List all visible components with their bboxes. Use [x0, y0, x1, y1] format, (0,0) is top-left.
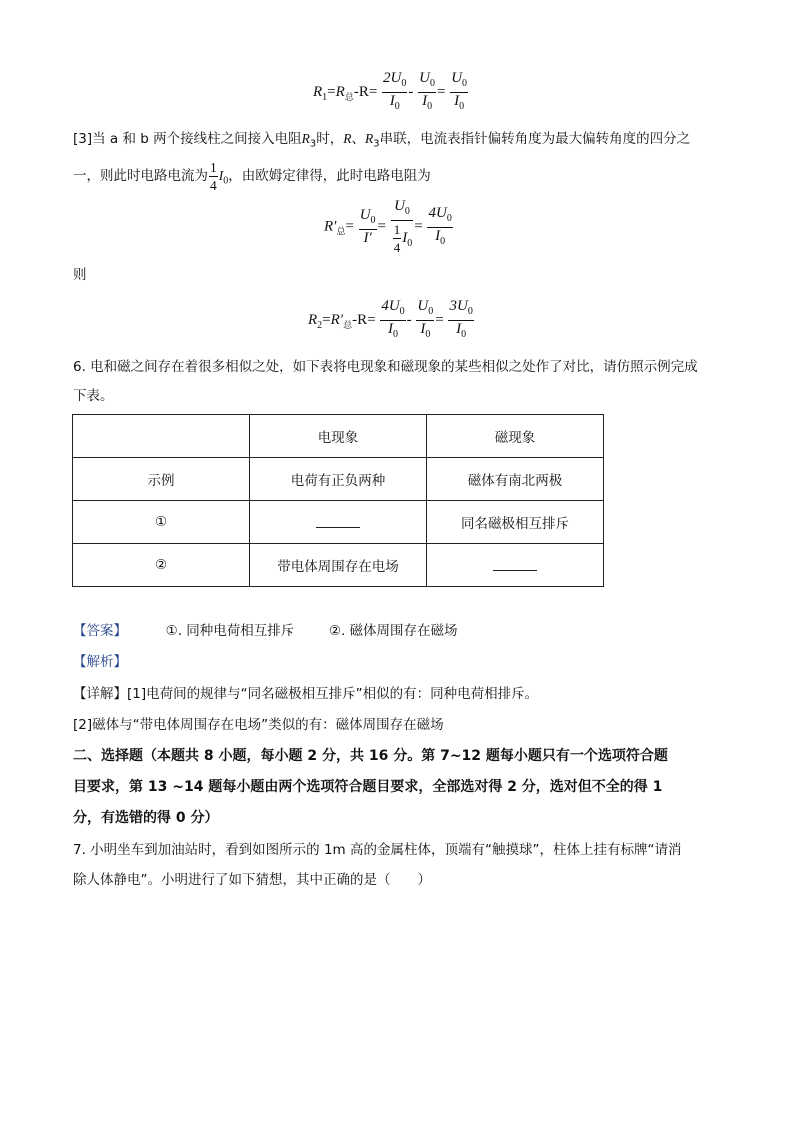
- table-cell: 同名磁极相互排斥: [427, 501, 604, 544]
- analysis-label: 【解析】: [73, 654, 127, 670]
- equation-r2: $R_2=R'_总-R=$ $\frac{4U_0}{I_0}$ - $\frac{U_0}{I_0}$ = $\frac{3U_0}{I_0}$: [308, 298, 475, 343]
- table-row: [73, 458, 604, 501]
- fraction: $\frac{U_0}{I_0}$: [451, 70, 468, 112]
- answer-label: 【答案】: [73, 623, 127, 639]
- question-7-line2: 除人体静电”。小明进行了如下猜想，其中正确的是（ ）: [73, 872, 431, 888]
- table-cell: 带电体周围存在电场: [250, 544, 427, 587]
- question-6-line1: 6. 电和磁之间存在着很多相似之处，如下表将电现象和磁现象的某些相似之处作了对比，请仿照示例完成: [73, 359, 698, 375]
- answer-item-1: ①. 同种电荷相互排斥: [165, 623, 295, 639]
- fraction: $\frac{U_0}{I_0}$: [417, 298, 434, 340]
- comparison-table: [72, 414, 604, 587]
- fill-in-blank: [493, 556, 537, 571]
- paragraph-3-line1: [3]当 a 和 b 两个接线柱之间接入电阻$R_3$时，R、$R_3$串联，电流表指针偏转角度为最大偏转角度的四分之: [73, 131, 691, 150]
- table-cell-blank: [427, 544, 604, 587]
- table-cell: ②: [73, 544, 250, 587]
- answer-line: [73, 621, 458, 641]
- table-cell: 电荷有正负两种: [250, 458, 427, 501]
- table-header-row: [73, 415, 604, 458]
- table-cell-blank: [250, 501, 427, 544]
- detail-line1: 【详解】[1]电荷间的规律与“同名磁极相互排斥”相似的有：同种电荷相排斥。: [73, 686, 539, 702]
- then-label: 则: [73, 267, 87, 283]
- question-6-line2: 下表。: [73, 388, 114, 404]
- table-cell: ①: [73, 501, 250, 544]
- fraction: $\frac{4U_0}{I_0}$: [381, 298, 405, 340]
- section-2-heading-line1: 二、选择题（本题共 8 小题，每小题 2 分，共 16 分。第 7~12 题每小题只有一个选项符合题: [73, 748, 668, 764]
- fraction: $\frac{4U_0}{I_0}$: [428, 204, 452, 247]
- fill-in-blank: [316, 513, 360, 528]
- fraction-quarter: $\frac{1}{4}$: [210, 159, 217, 193]
- table-cell: 磁体有南北两极: [427, 458, 604, 501]
- fraction-compound: $U_0$ $\frac{1}{4}$ $I_0$: [391, 198, 414, 256]
- table-row: [73, 544, 604, 587]
- table-cell: 磁现象: [427, 415, 604, 458]
- section-2-heading-line3: 分，有选错的得 0 分）: [73, 810, 219, 826]
- section-2-heading-line2: 目要求，第 13 ~14 题每小题由两个选项符合题目要求，全部选对得 2 分，选对但不全的得 1: [73, 779, 663, 795]
- equation-r1: $R_1=R_总-R=$ $\frac{2U_0}{I_0}$ - $\frac{U_0}{I_0}$ = $\frac{U_0}{I_0}$: [313, 70, 469, 115]
- fraction: $\frac{3U_0}{I_0}$: [449, 298, 473, 340]
- question-7-line1: 7. 小明坐车到加油站时，看到如图所示的 1m 高的金属柱体，顶端有“触摸球”，柱体上挂有标牌“请消: [73, 842, 682, 858]
- table-cell: 示例: [73, 458, 250, 501]
- detail-line2: [2]磁体与“带电体周围存在电场”类似的有：磁体周围存在磁场: [73, 717, 444, 733]
- fraction: $\frac{U_0}{I'}$: [359, 207, 376, 246]
- table-row: [73, 501, 604, 544]
- table-cell: [73, 415, 250, 458]
- fraction: $\frac{2U_0}{I_0}$: [383, 70, 407, 112]
- table-cell: 电现象: [250, 415, 427, 458]
- equation-r-total-prime: $R'_总=$ $\frac{U_0}{I'}$ = $U_0$ $\frac{1}{4}$ $I_0$ = $\frac{4U_0}{I_0}$: [324, 198, 452, 255]
- fraction: $\frac{U_0}{I_0}$: [419, 70, 435, 112]
- answer-item-2: ②. 磁体周围存在磁场: [328, 623, 458, 639]
- paragraph-3-line2: 一，则此时电路电流为 $\frac{1}{4}$ $I_0$，由欧姆定律得，此时电路电阻为: [73, 159, 431, 193]
